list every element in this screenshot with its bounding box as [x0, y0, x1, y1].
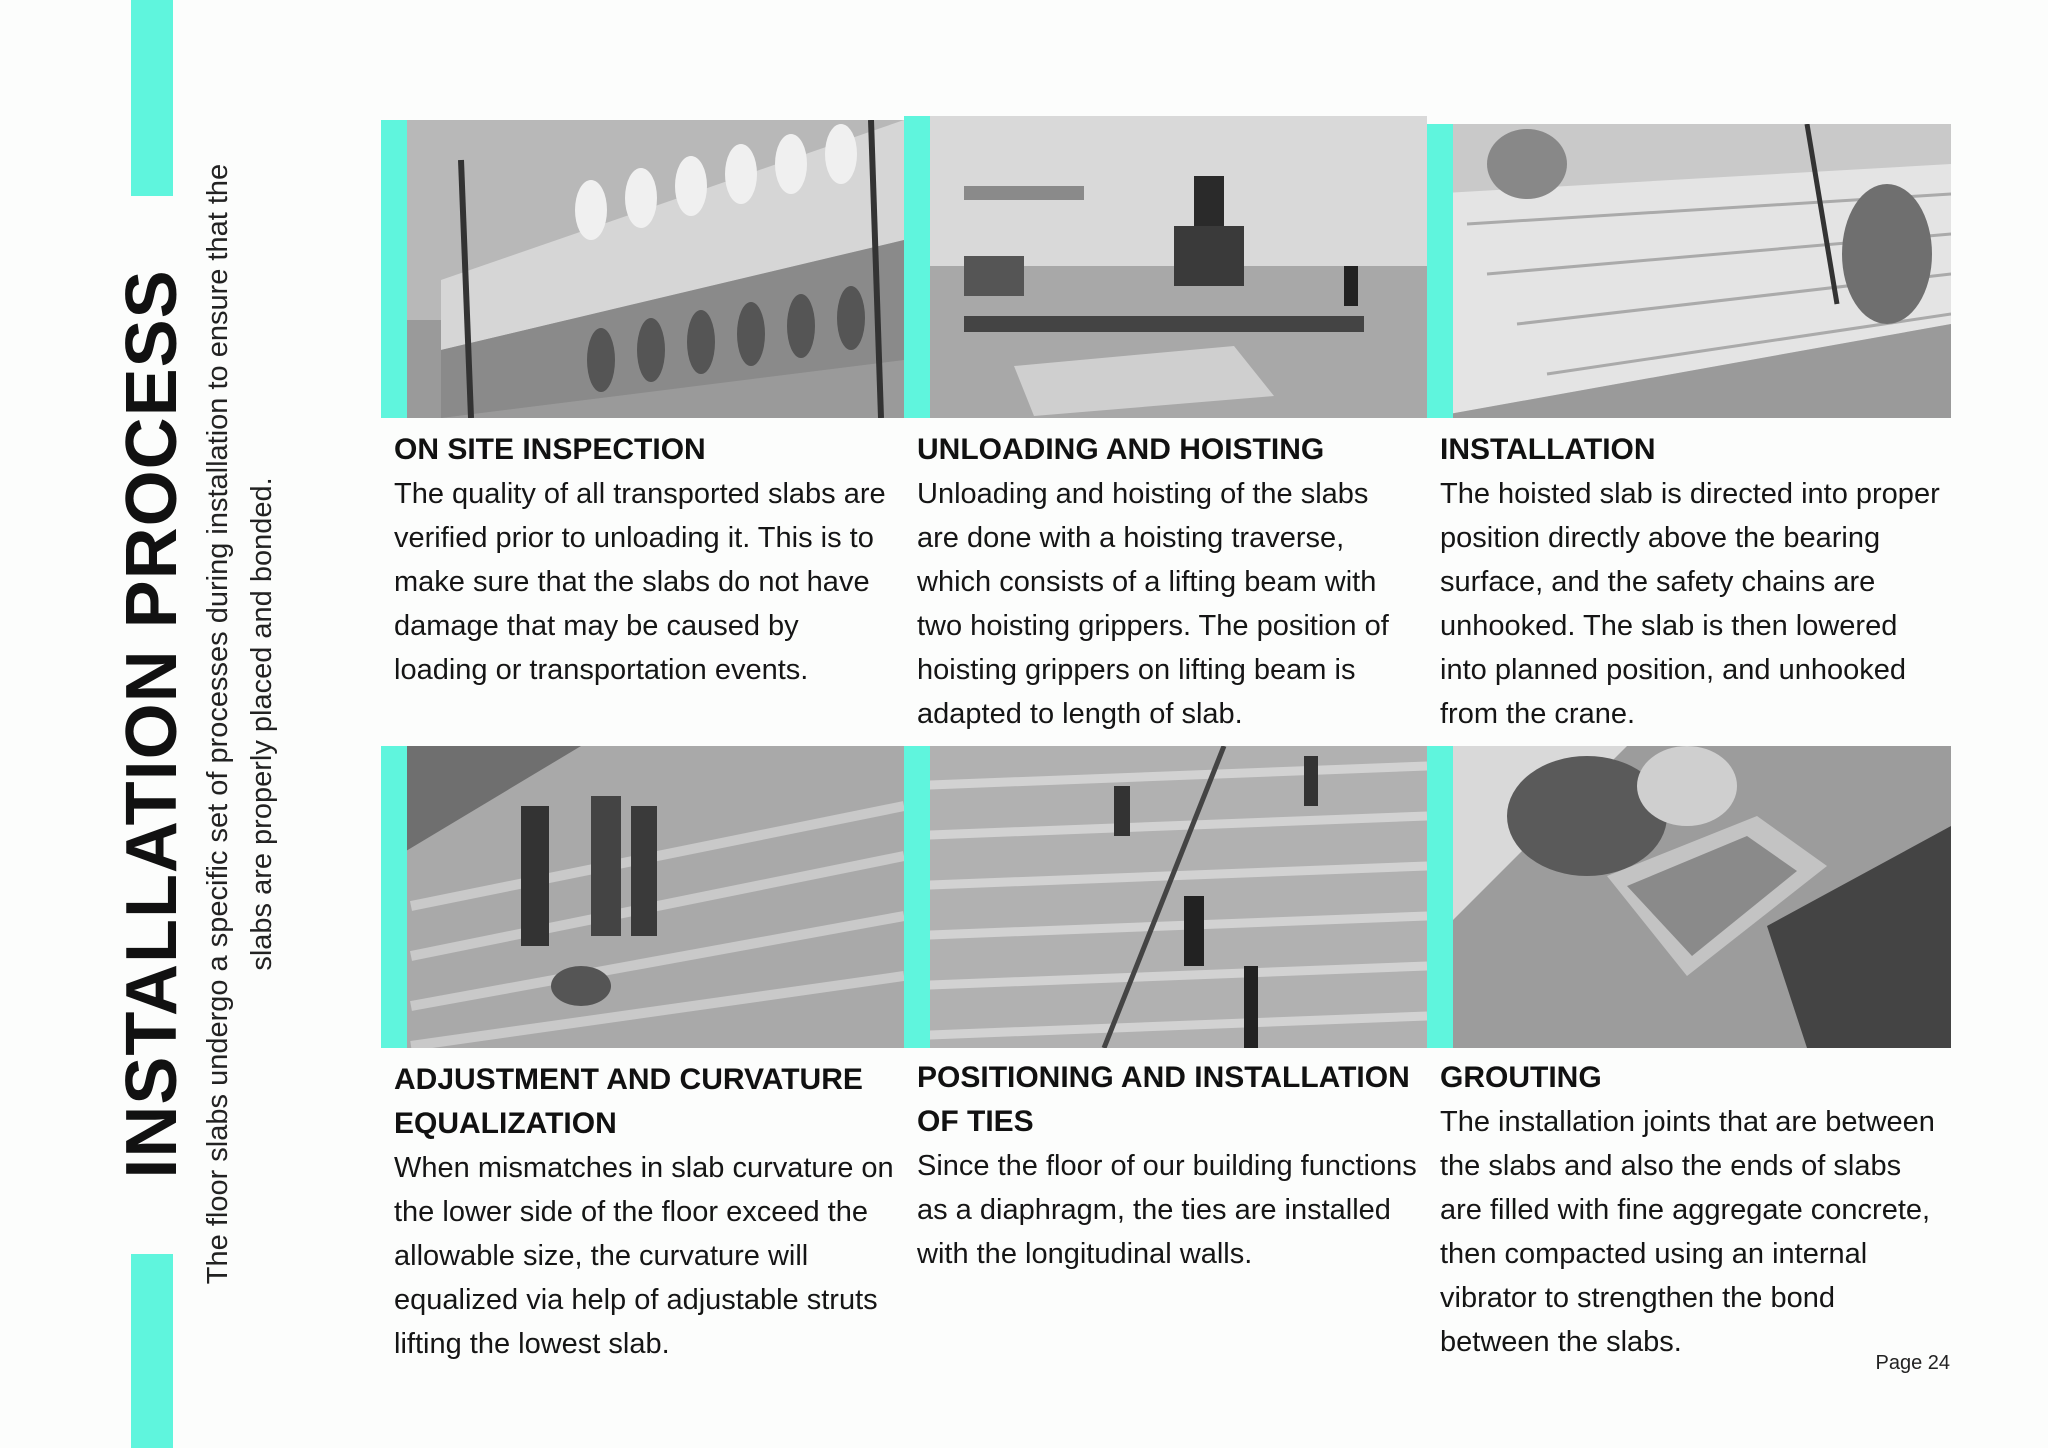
step-adjustment-curvature [394, 1058, 894, 1366]
step-grouting [1440, 1056, 1940, 1364]
step-body: The installation joints that are between the slabs and also the ends of slabs are filled with fine aggregate concrete, then compacted using an internal vibrator to strengthen the bond between the slabs. [1440, 1106, 1935, 1358]
accent-bar-bottom [131, 1254, 173, 1448]
photo-adjustment-curvature [381, 746, 904, 1048]
step-heading: UNLOADING AND HOISTING [917, 433, 1325, 466]
photo-accent-tab [381, 120, 407, 418]
photo-accent-tab [904, 746, 930, 1048]
photo-on-site-inspection [381, 120, 904, 418]
step-heading: POSITIONING AND INSTALLATION OF TIES [917, 1061, 1410, 1138]
page-number: Page 24 [1875, 1352, 1950, 1374]
step-heading: GROUTING [1440, 1061, 1602, 1094]
photo-accent-tab [381, 746, 407, 1048]
photo-accent-tab [1427, 746, 1453, 1048]
photo-unloading-hoisting [904, 116, 1427, 418]
step-heading: ADJUSTMENT AND CURVATURE EQUALIZATION [394, 1063, 863, 1140]
step-body: Since the floor of our building functions as a diaphragm, the ties are installed with the longitudinal walls. [917, 1150, 1417, 1270]
photo-accent-tab [1427, 124, 1453, 418]
accent-bar-top [131, 0, 173, 196]
step-body: When mismatches in slab curvature on the lower side of the floor exceed the allowable size, the curvature will equalized via help of adjustable struts lifting the lowest slab. [394, 1152, 894, 1360]
step-unloading-hoisting [917, 428, 1417, 736]
step-installation [1440, 428, 1940, 736]
step-body: The hoisted slab is directed into proper position directly above the bearing surface, and the safety chains are unhooked. The slab is then lowered into planned position, and unhooked from the crane. [1440, 478, 1940, 730]
step-on-site-inspection [394, 428, 894, 692]
step-body: Unloading and hoisting of the slabs are done with a hoisting traverse, which consists of a lifting beam with two hoisting grippers. The position of hoisting grippers on lifting beam is adapted to length of slab. [917, 478, 1389, 730]
page-subtitle: The floor slabs undergo a specific set of processes during installation to ensure that the slabs are properly placed and bonded. [202, 163, 278, 1285]
step-heading: ON SITE INSPECTION [394, 433, 706, 466]
photo-installation [1427, 124, 1951, 418]
step-heading: INSTALLATION [1440, 433, 1656, 466]
photo-accent-tab [904, 116, 930, 418]
photo-positioning-ties [904, 746, 1427, 1048]
page-title: INSTALLATION PROCESS [112, 269, 192, 1179]
step-body: The quality of all transported slabs are verified prior to unloading it. This is to make sure that the slabs do not have damage that may be caused by loading or transportation events. [394, 478, 886, 686]
step-positioning-ties [917, 1056, 1417, 1276]
photo-grouting [1427, 746, 1951, 1048]
